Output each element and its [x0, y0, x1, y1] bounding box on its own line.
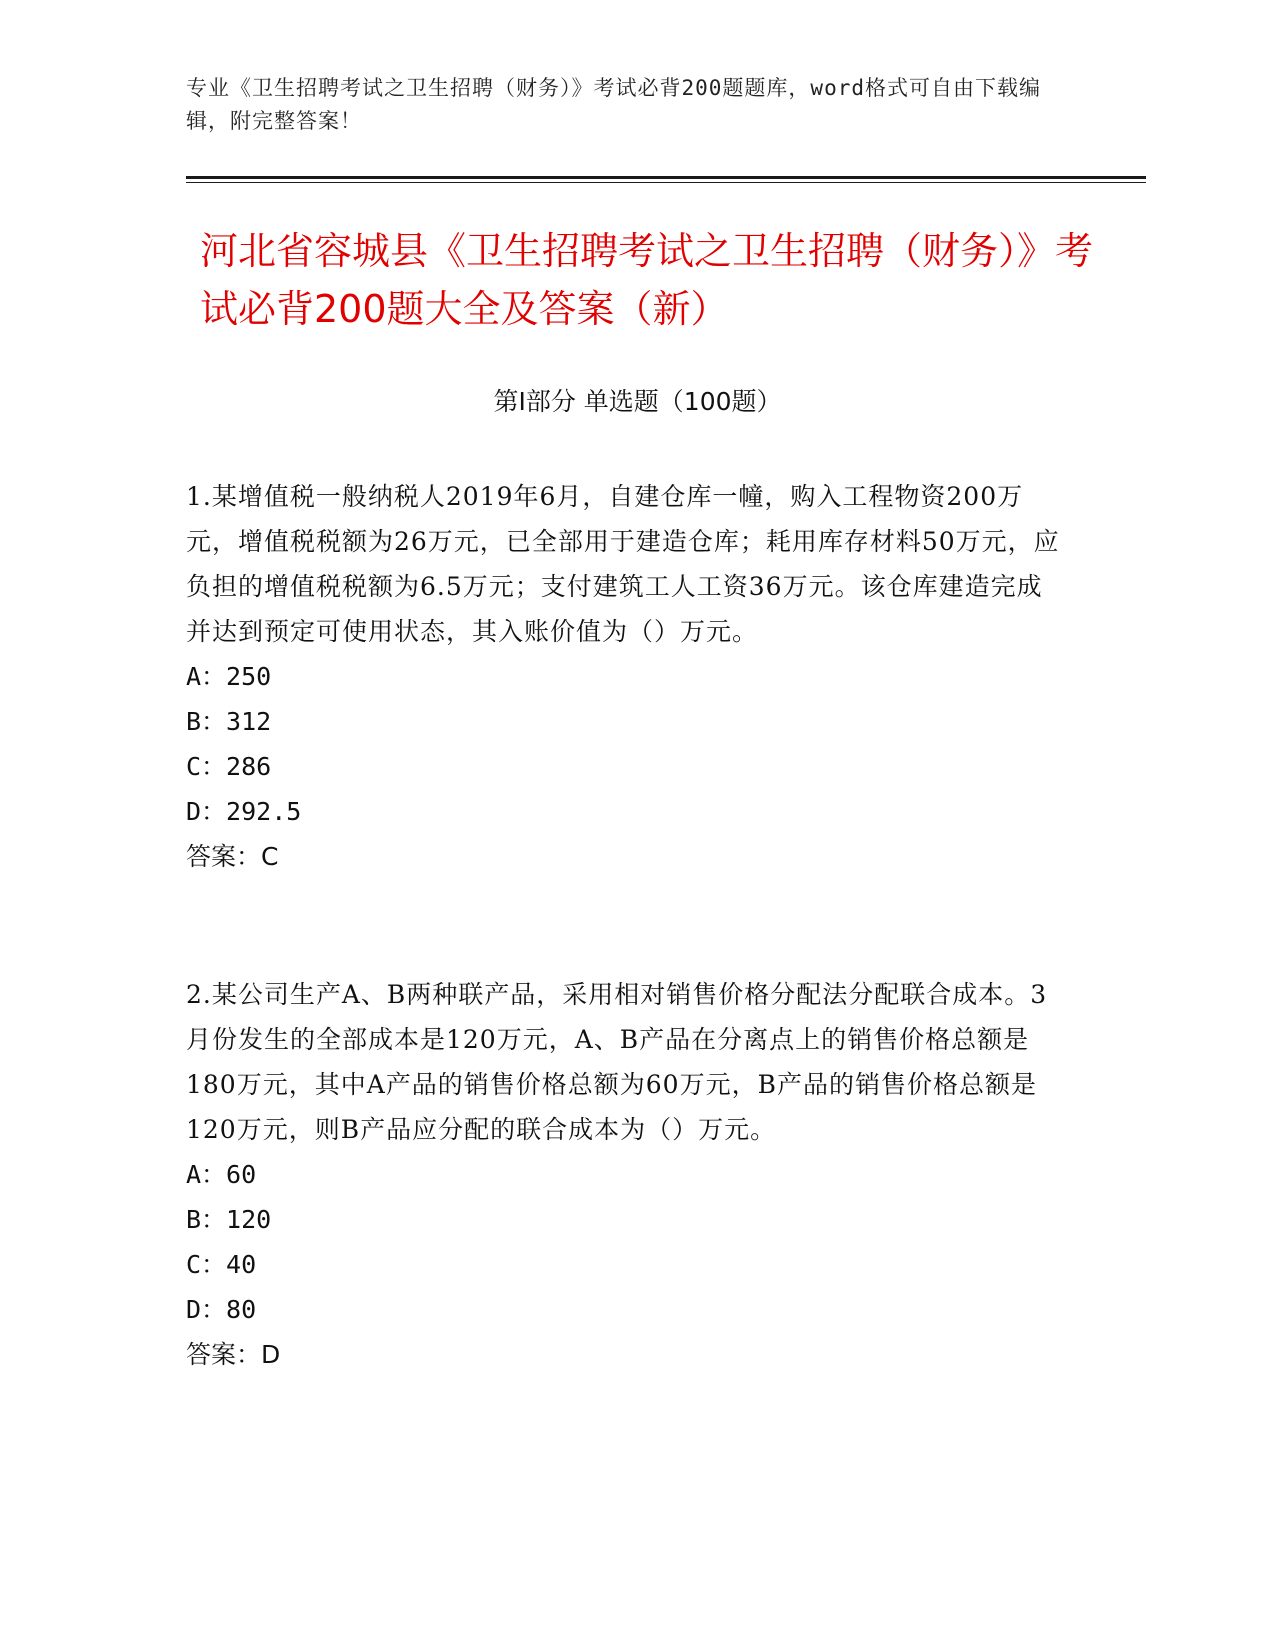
option-d: D：292.5: [186, 797, 302, 826]
section-heading: 第I部分 单选题（100题）: [493, 387, 782, 416]
question-1: [186, 474, 1066, 879]
question-2: [186, 972, 1066, 1377]
option-c: C：40: [186, 1250, 257, 1279]
header-divider-thick: [186, 176, 1146, 179]
answer: 答案：D: [186, 1340, 281, 1369]
option-a: A：250: [186, 662, 272, 691]
option-b: B：120: [186, 1205, 272, 1234]
header-note: 专业《卫生招聘考试之卫生招聘（财务）》考试必背200题题库，word格式可自由下载编辑，附完整答案！: [186, 76, 1041, 133]
option-a: A：60: [186, 1160, 257, 1189]
question-stem: 1.某增值税一般纳税人2019年6月，自建仓库一幢，购入工程物资200万元，增值税税额为26万元，已全部用于建造仓库；耗用库存材料50万元，应负担的增值税税额为6.5万元；支付建筑工人工资36万元。该仓库建造完成并达到预定可使用状态，其入账价值为（）万元。: [186, 482, 1060, 646]
option-b: B：312: [186, 707, 272, 736]
option-c: C：286: [186, 752, 272, 781]
header-divider-thin: [186, 182, 1146, 183]
option-d: D：80: [186, 1295, 257, 1324]
answer: 答案：C: [186, 842, 279, 871]
document-title: 河北省容城县《卫生招聘考试之卫生招聘（财务）》考试必背200题大全及答案（新）: [200, 229, 1094, 331]
question-stem: 2.某公司生产A、B两种联产品，采用相对销售价格分配法分配联合成本。3月份发生的全部成本是120万元，A、B产品在分离点上的销售价格总额是180万元，其中A产品的销售价格总额为60万元，B产品的销售价格总额是120万元，则B产品应分配的联合成本为（）万元。: [186, 980, 1048, 1144]
